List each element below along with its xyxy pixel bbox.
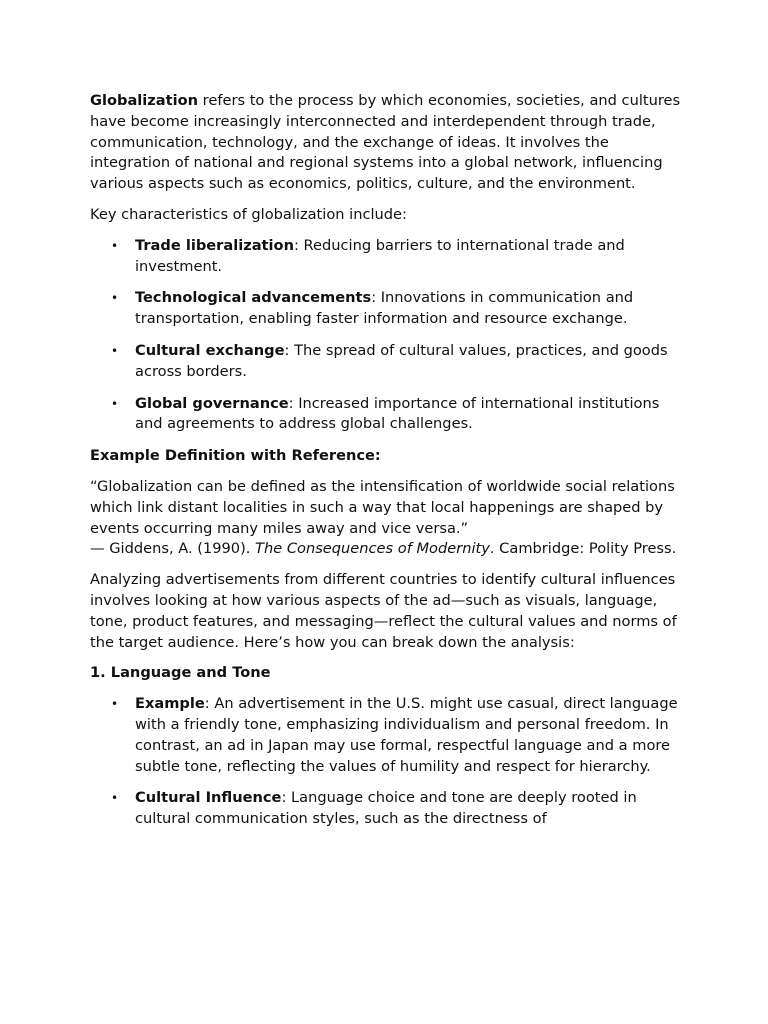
list-item-text: : An advertisement in the U.S. might use casual, direct language with a friendly tone, emphasizing individualism and personal freedom. In contrast, an ad in Japan may use formal, respectful language and a more subtle tone, reflecting the values of humility and respect for hierarchy. — [135, 695, 678, 775]
list-item-term: Trade liberalization — [135, 236, 294, 254]
citation-suffix: . Cambridge: Polity Press. — [489, 540, 677, 558]
list-item-text: : Increased importance of international institutions and agreements to address global challenges. — [135, 394, 660, 433]
section1-list — [90, 694, 690, 830]
reference-quote: “Globalization can be defined as the intensification of worldwide social relations which link distant localities in such a way that local happenings are shaped by events occurring many miles away and vice versa.” — [90, 477, 675, 537]
bullet-icon: • — [111, 697, 119, 712]
reference-quote-block — [90, 477, 690, 560]
intro-term: Globalization — [90, 92, 199, 109]
bullet-icon: • — [111, 791, 119, 806]
list-item — [90, 341, 690, 383]
list-item — [90, 394, 690, 436]
list-item-text: : Language choice and tone are deeply rooted in cultural communication styles, such as the directness of — [135, 789, 637, 828]
list-item-text: : Reducing barriers to international trade and investment. — [135, 236, 625, 275]
bullet-icon: • — [111, 343, 119, 358]
list-item-term: Cultural Influence — [135, 789, 282, 807]
analysis-paragraph: Analyzing advertisements from different countries to identify cultural influences involves looking at how various aspects of the ad—such as visuals, language, tone, product features, and messaging—reflect the cultural values and norms of the target audience. Here’s how you can break down the analysis: — [90, 571, 677, 651]
intro-text: refers to the process by which economies, societies, and cultures have become increasingly interconnected and interdependent through trade, communication, technology, and the exchange of ideas. It involves the integration of national and regional systems into a global network, influencing various aspects such as economics, politics, culture, and the environment. — [90, 92, 681, 193]
bullet-icon: • — [111, 238, 119, 253]
citation-prefix: — Giddens, A. (1990). — [90, 540, 256, 558]
bullet-icon: • — [111, 396, 119, 411]
citation-title: The Consequences of Modernity — [255, 540, 490, 558]
list-item-term: Global governance — [135, 394, 289, 412]
list-item-text: : The spread of cultural values, practices, and goods across borders. — [135, 341, 668, 380]
list-item-text: : Innovations in communication and transportation, enabling faster information and resource exchange. — [135, 289, 634, 328]
bullet-icon: • — [111, 291, 119, 306]
intro-paragraph — [90, 91, 690, 195]
list-item-term: Example — [135, 695, 205, 713]
list-item-term: Cultural exchange — [135, 341, 285, 359]
list-item-term: Technological advancements — [135, 289, 372, 307]
characteristics-lead: Key characteristics of globalization include: — [90, 205, 407, 223]
list-item — [90, 694, 690, 777]
list-item — [90, 788, 690, 830]
characteristics-list — [90, 236, 690, 435]
document-page — [90, 91, 690, 841]
reference-heading: Example Definition with Reference: — [90, 447, 381, 465]
list-item — [90, 288, 690, 330]
section-heading: 1. Language and Tone — [90, 664, 271, 682]
list-item — [90, 236, 690, 278]
